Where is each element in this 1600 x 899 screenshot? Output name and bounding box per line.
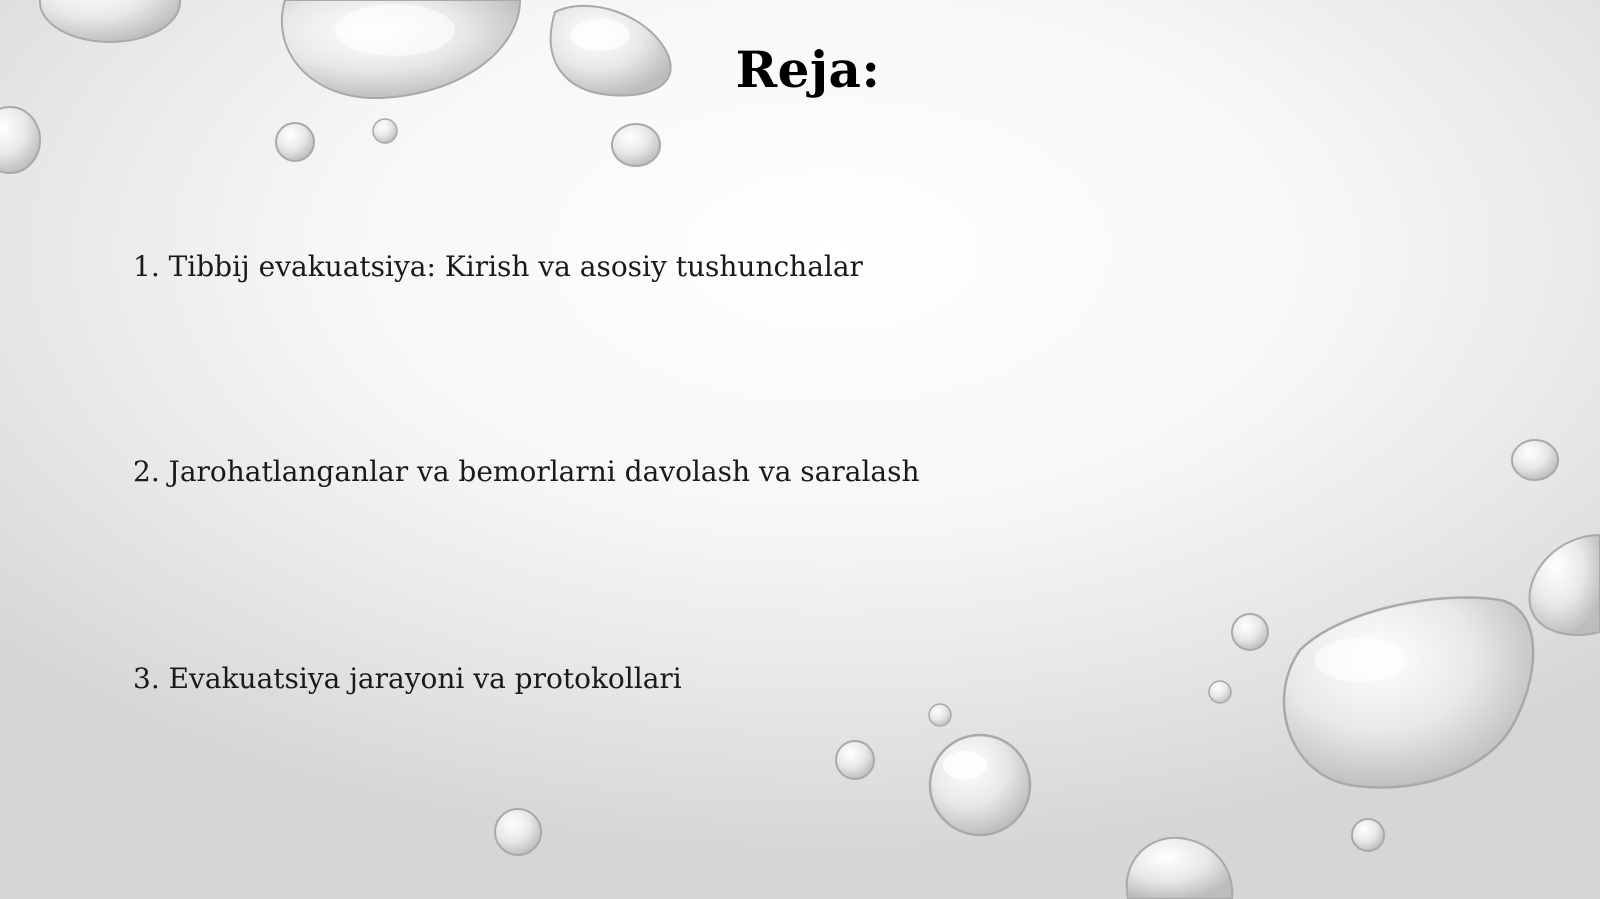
droplet-group-bottom-right bbox=[1127, 440, 1600, 899]
plan-item-1: 1. Tibbij evakuatsiya: Kirish va asosiy tushunchalar bbox=[133, 250, 863, 283]
droplet-group-bottom-middle bbox=[495, 704, 1030, 855]
slide-title: Reja: bbox=[735, 40, 881, 99]
plan-item-2: 2. Jarohatlanganlar va bemorlarni davolash va saralash bbox=[133, 455, 920, 488]
plan-item-3: 3. Evakuatsiya jarayoni va protokollari bbox=[133, 662, 682, 695]
